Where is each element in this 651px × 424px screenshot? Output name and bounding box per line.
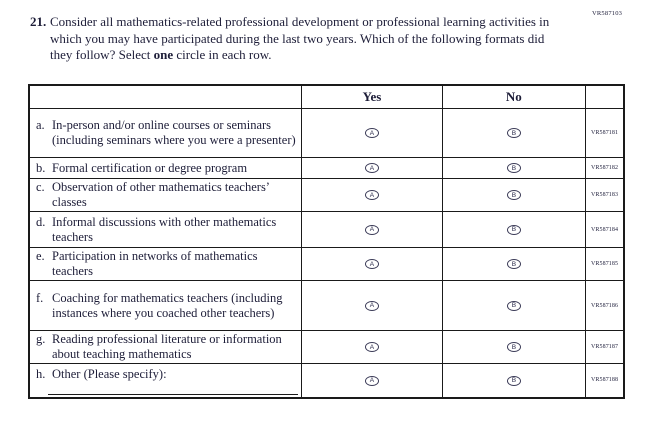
question-text-end: circle in each row. [173,47,272,62]
no-bubble[interactable] [507,342,521,352]
column-header-yes: Yes [302,85,442,109]
no-cell [442,364,585,398]
no-cell [442,179,585,212]
bubble-letter: A [369,226,375,234]
no-bubble[interactable] [507,301,521,311]
question-block [30,14,570,64]
row-label: Reading professional literature or information about teaching mathematics [52,332,282,361]
no-bubble[interactable] [507,163,521,173]
row-label-cell [29,248,302,281]
row-letter: b. [36,160,46,175]
yes-cell [302,179,442,212]
question-text [50,14,555,64]
bubble-letter: B [511,343,517,351]
bubble-letter: B [511,302,517,310]
table-row [29,109,624,158]
yes-cell [302,248,442,281]
row-code: VR587187 [586,331,624,364]
bubble-letter: A [369,377,375,385]
yes-bubble[interactable] [365,163,379,173]
no-cell [442,248,585,281]
row-letter: f. [36,290,44,305]
row-code: VR587185 [586,248,624,281]
row-label-cell [29,364,302,398]
row-code: VR587184 [586,212,624,248]
row-label-cell [29,158,302,179]
bubble-letter: B [511,377,517,385]
row-label-cell [29,331,302,364]
bubble-letter: A [369,343,375,351]
form-code: VR587103 [592,10,623,17]
yes-cell [302,281,442,331]
no-cell [442,212,585,248]
column-header-no: No [442,85,585,109]
row-code: VR587182 [586,158,624,179]
table-row [29,158,624,179]
row-label: Observation of other mathematics teachers’ classes [52,180,270,209]
yes-bubble[interactable] [365,301,379,311]
yes-cell [302,364,442,398]
no-bubble[interactable] [507,190,521,200]
bubble-letter: A [369,129,375,137]
row-label: Informal discussions with other mathematics teachers [52,214,277,244]
bubble-letter: B [511,129,517,137]
header-row [29,85,624,109]
yes-cell [302,331,442,364]
row-label-cell [29,212,302,248]
row-letter: d. [36,214,46,229]
bubble-letter: B [511,260,517,268]
table-row [29,364,624,398]
row-label: In-person and/or online courses or seminars (including seminars where you were a presenter) [52,118,296,147]
yes-bubble[interactable] [365,225,379,235]
table-row [29,281,624,331]
row-label-cell [29,109,302,158]
no-bubble[interactable] [507,376,521,386]
row-code: VR587183 [586,179,624,212]
no-cell [442,109,585,158]
no-cell [442,331,585,364]
yes-cell [302,158,442,179]
row-letter: g. [36,332,46,346]
yes-cell [302,109,442,158]
response-table [28,84,625,399]
bubble-letter: A [369,164,375,172]
row-code: VR587188 [586,364,624,398]
bubble-letter: A [369,302,375,310]
question-number: 21. [30,14,47,29]
row-label-cell [29,281,302,331]
table-row [29,179,624,212]
bubble-letter: A [369,191,375,199]
header-code-cell [586,85,624,109]
no-bubble[interactable] [507,225,521,235]
row-letter: e. [36,249,45,263]
yes-bubble[interactable] [365,259,379,269]
question-text-bold: one [153,47,174,62]
header-blank-cell [29,85,302,109]
table-row [29,212,624,248]
bubble-letter: B [511,226,517,234]
no-cell [442,158,585,179]
no-bubble[interactable] [507,259,521,269]
question-text-start: Consider all mathematics-related professional development or professional learning activities in which you may have participated during the last two years. Which of the following formats did they follow? Select [50,14,550,62]
table-row [29,248,624,281]
row-letter: h. [36,367,46,381]
yes-cell [302,212,442,248]
yes-bubble[interactable] [365,376,379,386]
bubble-letter: B [511,164,517,172]
row-label: Other (Please specify): [52,367,167,381]
no-cell [442,281,585,331]
table-row [29,331,624,364]
bubble-letter: B [511,191,517,199]
bubble-letter: A [369,260,375,268]
row-code: VR587181 [586,109,624,158]
yes-bubble[interactable] [365,128,379,138]
no-bubble[interactable] [507,128,521,138]
writein-line[interactable] [48,394,298,395]
row-label: Participation in networks of mathematics teachers [52,249,258,278]
row-code: VR587186 [586,281,624,331]
row-label: Coaching for mathematics teachers (including instances where you coached other teachers) [52,290,283,320]
yes-bubble[interactable] [365,342,379,352]
yes-bubble[interactable] [365,190,379,200]
row-label-cell [29,179,302,212]
row-letter: c. [36,180,45,194]
row-label: Formal certification or degree program [52,160,248,175]
row-letter: a. [36,118,45,132]
